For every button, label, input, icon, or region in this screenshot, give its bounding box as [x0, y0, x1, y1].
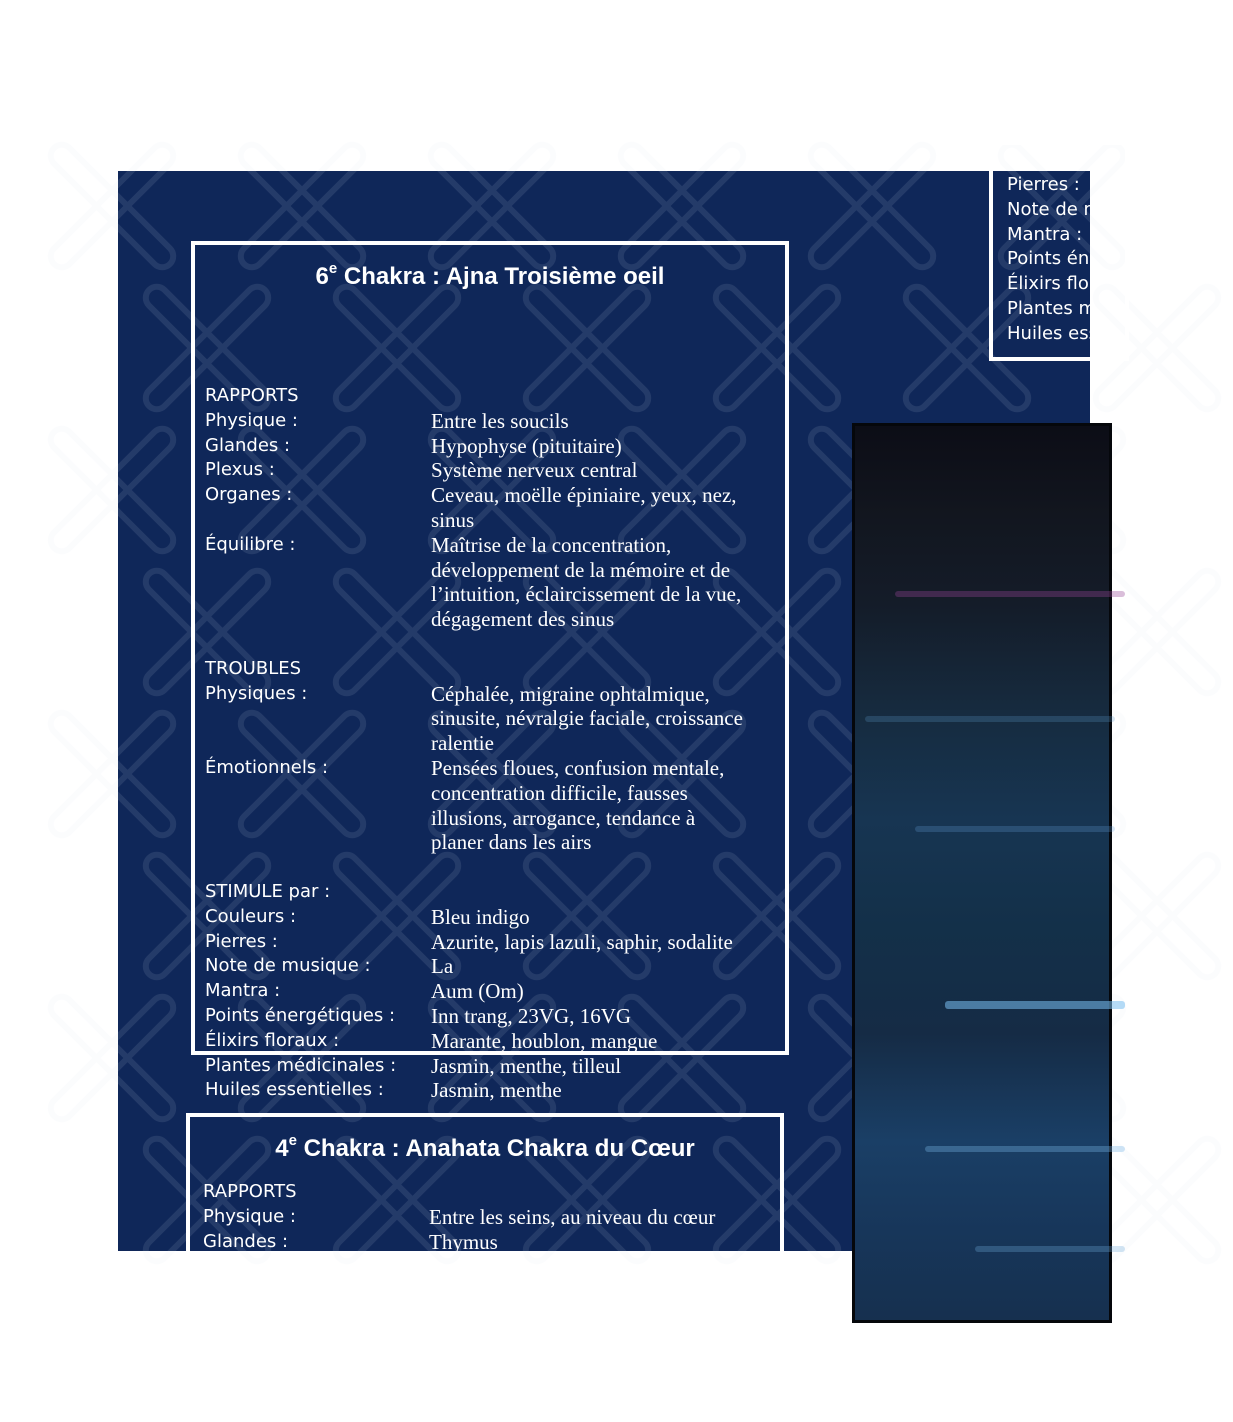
row-value: [429, 1205, 769, 1230]
value-line: Entre les soucils: [431, 408, 569, 433]
row-value: [431, 434, 771, 459]
row-value: [431, 930, 771, 955]
chakra-name: Chakra : Anahata Chakra du Cœur: [296, 1135, 695, 1162]
row-label: Plantes médicinales :: [205, 1054, 397, 1076]
partial-label-list: [1007, 173, 1101, 347]
value-line: dégagement des sinus: [431, 607, 615, 632]
value-line: illusions, arrogance, tendance à: [431, 805, 696, 830]
value-line: La: [431, 954, 454, 979]
rapports-list: [203, 1205, 769, 1255]
section-heading-rapports: RAPPORTS: [205, 385, 299, 406]
row-label: Physiques :: [205, 682, 308, 704]
row-label: Organes :: [205, 484, 293, 506]
info-row: [205, 1004, 771, 1029]
chakra-number: 6: [315, 263, 329, 290]
row-value: [431, 682, 771, 756]
row-label: Note de m: [1007, 198, 1102, 220]
info-row: [205, 434, 771, 459]
value-line: sinusite, névralgie faciale, croissance: [431, 706, 743, 731]
poster-background: [118, 171, 1102, 1254]
value-line: Ceveau, moëlle épiniaire, yeux, nez,: [431, 483, 737, 508]
card-title: [195, 260, 785, 291]
row-value: [431, 954, 771, 979]
card-title: [190, 1132, 780, 1163]
watermark-cross: [38, 699, 188, 849]
row-label: Huiles essentielles :: [205, 1079, 384, 1101]
info-row: [203, 1205, 769, 1230]
row-value: [431, 1078, 771, 1103]
ordinal-suffix: e: [288, 1132, 297, 1149]
rapports-list: [205, 409, 771, 632]
section-heading-rapports: RAPPORTS: [203, 1181, 297, 1202]
value-line: l’intuition, éclaircissement de la vue,: [431, 582, 742, 607]
row-value: [431, 1004, 771, 1029]
info-row: [205, 483, 771, 533]
info-row: [205, 1078, 771, 1103]
value-line: Jasmin, menthe, tilleul: [431, 1053, 622, 1078]
card-content: [203, 1180, 769, 1254]
ordinal-suffix: e: [328, 260, 338, 277]
info-row: [205, 458, 771, 483]
value-line: Azurite, lapis lazuli, saphir, sodalite: [431, 929, 733, 954]
row-label: Points én: [1007, 248, 1090, 270]
value-line: Maîtrise de la concentration,: [431, 532, 672, 557]
info-row: [205, 930, 771, 955]
row-value: [431, 409, 771, 434]
row-label: Plantes m: [1007, 297, 1097, 319]
row-label: Mantra :: [1007, 223, 1083, 245]
row-label: Émotionnels :: [205, 756, 329, 778]
chakra-number: 4: [275, 1135, 289, 1162]
row-label: Glandes :: [205, 434, 291, 456]
value-line: Bleu indigo: [431, 904, 530, 929]
row-label: Physique :: [203, 1205, 296, 1227]
value-line: Aum (Om): [431, 979, 524, 1004]
row-label: Physique :: [205, 409, 298, 431]
chakra-name: Chakra : Ajna Troisième oeil: [337, 263, 665, 290]
info-row: [205, 979, 771, 1004]
chakra-card-anahata: [186, 1113, 784, 1313]
row-label: Huiles ess: [1007, 322, 1098, 344]
info-row: [205, 905, 771, 930]
value-line: planer dans les airs: [431, 830, 592, 855]
row-value: [431, 533, 771, 632]
watermark-cross: [38, 983, 188, 1133]
card-content: [205, 384, 771, 1103]
row-value: [431, 1054, 771, 1079]
value-line: concentration difficile, fausses: [431, 780, 688, 805]
value-line: Céphalée, migraine ophtalmique,: [431, 681, 710, 706]
value-line: sinus: [431, 507, 475, 532]
troubles-list: [205, 682, 771, 856]
row-label: Plexus :: [205, 459, 275, 481]
row-value: [431, 979, 771, 1004]
value-line: développement de la mémoire et de: [431, 557, 731, 582]
chakra-card-partial-right: [989, 141, 1129, 361]
row-value: [431, 1029, 771, 1054]
info-row: [203, 1230, 769, 1255]
info-row: [205, 409, 771, 434]
watermark-cross: [798, 131, 948, 281]
info-row: [205, 533, 771, 632]
value-line: Pensées floues, confusion mentale,: [431, 755, 725, 780]
row-value: [431, 483, 771, 533]
row-value: [431, 756, 771, 855]
watermark-cross: [38, 415, 188, 565]
row-label: Pierres :: [1007, 174, 1080, 195]
info-row: [205, 1054, 771, 1079]
row-label: Points énergétiques :: [205, 1004, 396, 1026]
section-heading-troubles: TROUBLES: [205, 657, 302, 679]
value-line: Marante, houblon, mangue: [431, 1028, 658, 1053]
chakra-photo: [852, 423, 1112, 1323]
info-row: [205, 1029, 771, 1054]
row-label: Glandes :: [203, 1230, 289, 1252]
row-label: Équilibre :: [205, 533, 296, 555]
row-value: [431, 458, 771, 483]
value-line: Inn trang, 23VG, 16VG: [431, 1003, 632, 1028]
row-label: Élixirs flor: [1007, 273, 1097, 295]
value-line: Système nerveux central: [431, 458, 638, 483]
row-label: Mantra :: [205, 980, 281, 1002]
row-label: Note de musique :: [205, 955, 371, 977]
info-row: [205, 954, 771, 979]
info-row: [205, 756, 771, 855]
stimule-list: [205, 905, 771, 1103]
watermark-cross: [38, 131, 188, 281]
value-line: Thymus: [429, 1229, 498, 1254]
section-heading-stimule: STIMULE par :: [205, 880, 331, 902]
row-value: [431, 905, 771, 930]
value-line: ralentie: [431, 731, 494, 756]
row-label: Élixirs floraux :: [205, 1029, 340, 1051]
value-line: Entre les seins, au niveau du cœur: [429, 1204, 716, 1229]
row-value: [429, 1230, 769, 1255]
chakra-card-ajna: [191, 241, 789, 1103]
info-row: [205, 682, 771, 756]
row-label: Couleurs :: [205, 905, 297, 927]
value-line: Jasmin, menthe: [431, 1078, 562, 1103]
value-line: Hypophyse (pituitaire): [431, 433, 622, 458]
row-label: Pierres :: [205, 930, 278, 952]
